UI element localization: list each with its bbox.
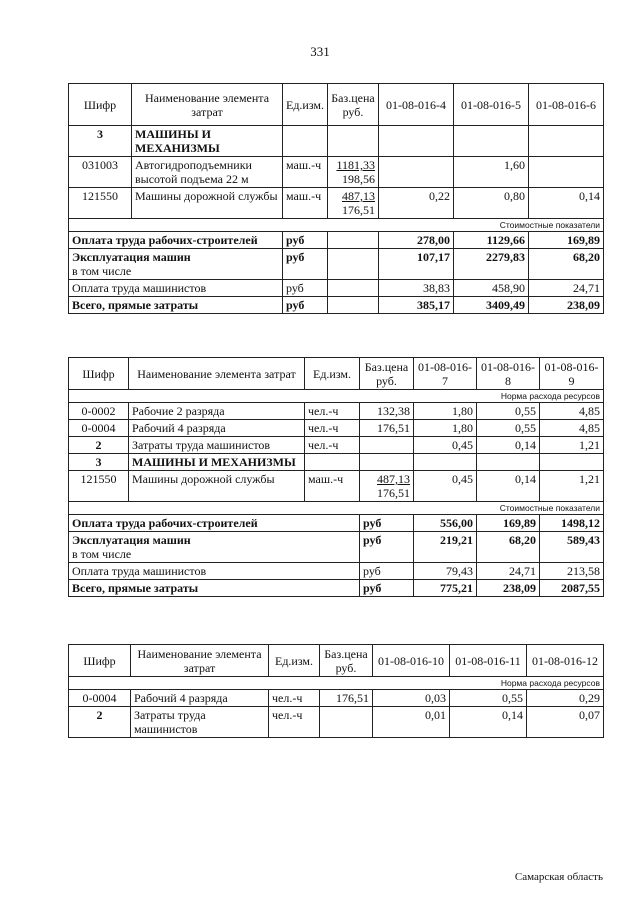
row-value: 1,80	[414, 420, 477, 437]
cost-value: 169,89	[477, 515, 540, 532]
row-value: 1,21	[540, 437, 604, 454]
row-value: 0,80	[454, 188, 529, 219]
row-price: 132,38	[360, 403, 414, 420]
cost-value: 79,43	[414, 563, 477, 580]
col-12: 01-08-016-12	[527, 645, 604, 677]
section-number: 3	[69, 454, 129, 471]
row-name: Рабочий 4 разряда	[129, 420, 305, 437]
cost-value: 458,90	[454, 280, 529, 297]
cost-value: 556,00	[414, 515, 477, 532]
cost-name: Эксплуатация машин в том числе	[69, 532, 360, 563]
row-unit: чел.-ч	[269, 707, 320, 738]
col-6: 01-08-016-6	[529, 84, 604, 126]
col-price: Баз.цена руб.	[360, 358, 414, 390]
row-value: 0,14	[529, 188, 604, 219]
col-price: Баз.цена руб.	[328, 84, 379, 126]
cost-name: Оплата труда рабочих-строителей	[69, 232, 283, 249]
row-value: 0,55	[477, 403, 540, 420]
row-unit: маш.-ч	[283, 188, 328, 219]
row-value: 0,45	[414, 471, 477, 502]
row-code: 121550	[69, 188, 132, 219]
cost-value: 24,71	[529, 280, 604, 297]
row-code: 0-0002	[69, 403, 129, 420]
note-cost-indicators: Стоимостные показатели	[69, 219, 604, 232]
row-value: 1,80	[414, 403, 477, 420]
row-unit: чел.-ч	[305, 403, 360, 420]
resource-table-3	[68, 644, 604, 738]
section-number: 3	[69, 126, 132, 157]
cost-value: 385,17	[379, 297, 454, 314]
cost-unit: руб	[360, 563, 414, 580]
row-value: 0,03	[373, 690, 450, 707]
page-number: 331	[310, 44, 330, 59]
col-name: Наименование элемента затрат	[129, 358, 305, 390]
row-value: 0,29	[527, 690, 604, 707]
cost-value: 2279,83	[454, 249, 529, 280]
row-price: 487,13 176,51	[328, 188, 379, 219]
cost-value: 213,58	[540, 563, 604, 580]
note-cost-indicators: Стоимостные показатели	[69, 502, 604, 515]
row-value: 4,85	[540, 403, 604, 420]
row-value	[379, 157, 454, 188]
section-title: МАШИНЫ И МЕХАНИЗМЫ	[129, 454, 305, 471]
row-value: 0,14	[450, 707, 527, 738]
col-unit: Ед.изм.	[269, 645, 320, 677]
col-11: 01-08-016-11	[450, 645, 527, 677]
row-unit: маш.-ч	[305, 471, 360, 502]
row-name: Рабочий 4 разряда	[131, 690, 269, 707]
cost-name: Всего, прямые затраты	[69, 297, 283, 314]
row-value: 1,60	[454, 157, 529, 188]
row-value: 0,01	[373, 707, 450, 738]
cost-unit: руб	[283, 297, 328, 314]
row-code: 121550	[69, 471, 129, 502]
col-name: Наименование элемента затрат	[132, 84, 283, 126]
col-5: 01-08-016-5	[454, 84, 529, 126]
row-unit: чел.-ч	[305, 437, 360, 454]
row-name: Машины дорожной службы	[132, 188, 283, 219]
note-resource-norm: Норма расхода ресурсов	[69, 390, 604, 403]
row-value: 0,55	[450, 690, 527, 707]
cost-unit: руб	[283, 249, 328, 280]
row-value: 0,14	[477, 471, 540, 502]
row-unit: чел.-ч	[305, 420, 360, 437]
col-code: Шифр	[69, 645, 131, 677]
row-code: 2	[69, 437, 129, 454]
cost-value: 775,21	[414, 580, 477, 597]
col-code: Шифр	[69, 84, 132, 126]
cost-name: Оплата труда машинистов	[69, 280, 283, 297]
row-value: 0,55	[477, 420, 540, 437]
section-title: МАШИНЫ И МЕХАНИЗМЫ	[132, 126, 283, 157]
row-value: 0,14	[477, 437, 540, 454]
row-value: 1,21	[540, 471, 604, 502]
row-price: 176,51	[320, 690, 373, 707]
cost-value: 38,83	[379, 280, 454, 297]
resource-table-1	[68, 83, 604, 314]
row-name: Автогидроподъемники высотой подъема 22 м	[132, 157, 283, 188]
cost-value: 238,09	[529, 297, 604, 314]
row-code: 2	[69, 707, 131, 738]
cost-value: 68,20	[529, 249, 604, 280]
col-7: 01-08-016-7	[414, 358, 477, 390]
row-code: 031003	[69, 157, 132, 188]
row-price: 176,51	[360, 420, 414, 437]
row-value: 0,22	[379, 188, 454, 219]
col-unit: Ед.изм.	[283, 84, 328, 126]
cost-value: 3409,49	[454, 297, 529, 314]
row-code: 0-0004	[69, 690, 131, 707]
cost-name: Оплата труда рабочих-строителей	[69, 515, 360, 532]
row-name: Рабочие 2 разряда	[129, 403, 305, 420]
col-4: 01-08-016-4	[379, 84, 454, 126]
cost-value: 169,89	[529, 232, 604, 249]
row-price	[320, 707, 373, 738]
row-value	[529, 157, 604, 188]
cost-value: 589,43	[540, 532, 604, 563]
cost-value: 219,21	[414, 532, 477, 563]
col-10: 01-08-016-10	[373, 645, 450, 677]
row-value: 4,85	[540, 420, 604, 437]
cost-unit: руб	[283, 280, 328, 297]
cost-value: 107,17	[379, 249, 454, 280]
note-resource-norm: Норма расхода ресурсов	[69, 677, 604, 690]
cost-value: 238,09	[477, 580, 540, 597]
col-code: Шифр	[69, 358, 129, 390]
cost-value: 1498,12	[540, 515, 604, 532]
cost-name: Всего, прямые затраты	[69, 580, 360, 597]
cost-unit: руб	[283, 232, 328, 249]
cost-unit: руб	[360, 580, 414, 597]
row-value: 0,45	[414, 437, 477, 454]
row-code: 0-0004	[69, 420, 129, 437]
cost-unit: руб	[360, 515, 414, 532]
row-price: 487,13 176,51	[360, 471, 414, 502]
footer-region: Самарская область	[514, 871, 603, 883]
col-name: Наименование элемента затрат	[131, 645, 269, 677]
col-9: 01-08-016-9	[540, 358, 604, 390]
cost-value: 2087,55	[540, 580, 604, 597]
resource-table-2	[68, 357, 604, 597]
row-unit: маш.-ч	[283, 157, 328, 188]
row-value: 0,07	[527, 707, 604, 738]
col-unit: Ед.изм.	[305, 358, 360, 390]
row-name: Машины дорожной службы	[129, 471, 305, 502]
cost-name: Эксплуатация машин в том числе	[69, 249, 283, 280]
cost-value: 278,00	[379, 232, 454, 249]
row-name: Затраты труда машинистов	[131, 707, 269, 738]
row-unit: чел.-ч	[269, 690, 320, 707]
cost-value: 1129,66	[454, 232, 529, 249]
cost-value: 68,20	[477, 532, 540, 563]
col-8: 01-08-016-8	[477, 358, 540, 390]
row-name: Затраты труда машинистов	[129, 437, 305, 454]
row-price: 1181,33 198,56	[328, 157, 379, 188]
cost-value: 24,71	[477, 563, 540, 580]
cost-unit: руб	[360, 532, 414, 563]
col-price: Баз.цена руб.	[320, 645, 373, 677]
cost-name: Оплата труда машинистов	[69, 563, 360, 580]
